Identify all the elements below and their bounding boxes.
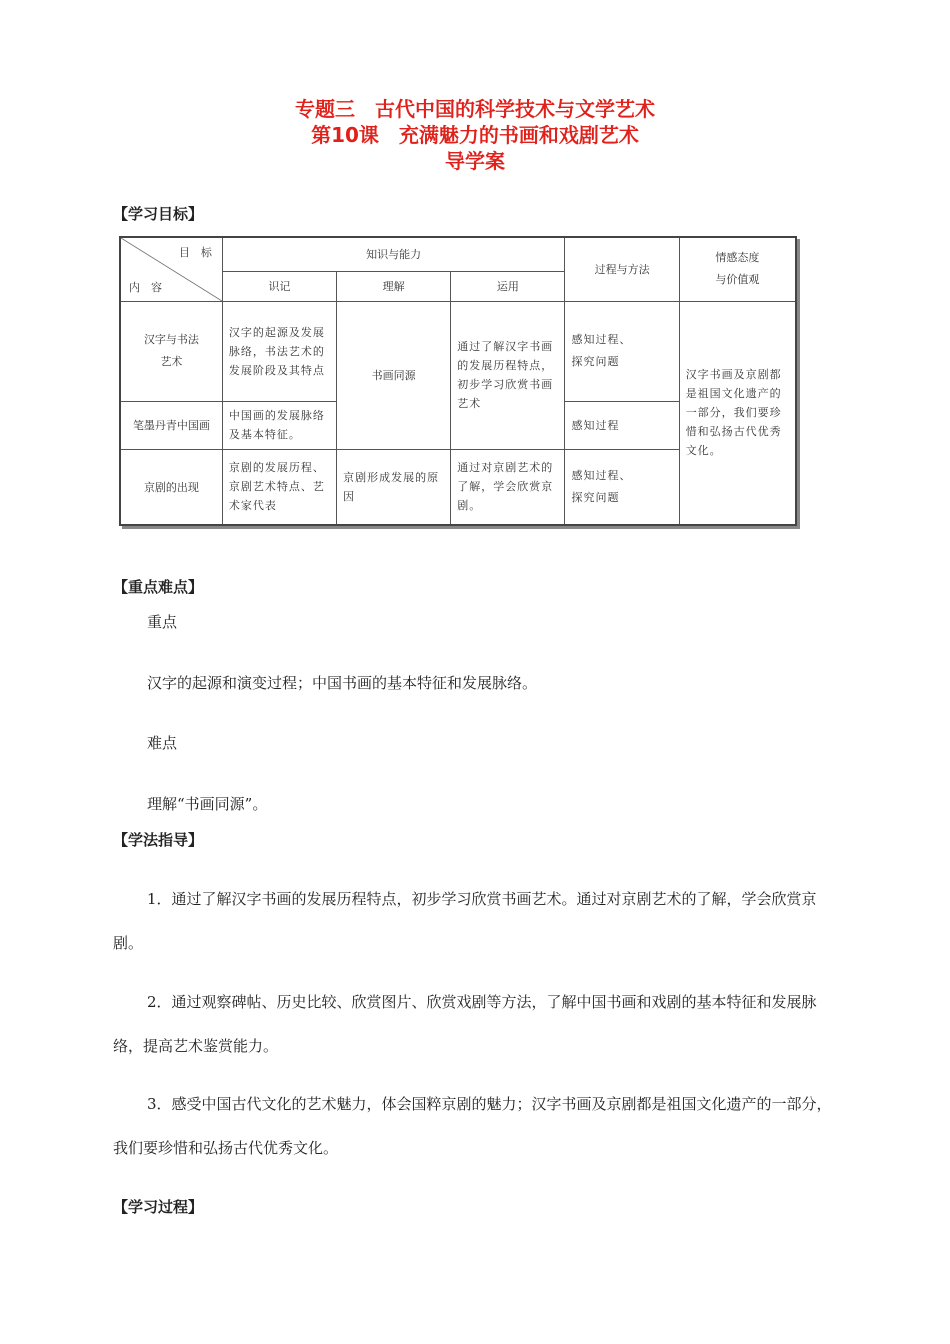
difficulty-label: 难点	[147, 734, 178, 752]
header-attitude-values: 情感态度 与价值观	[679, 237, 796, 301]
objectives-table	[119, 236, 797, 526]
guidance-item-3: 3．感受中国古代文化的艺术魅力，体会国粹京剧的魅力；汉字书画及京剧都是祖国文化遗产的一部分，我们要珍惜和弘扬古代优秀文化。	[113, 1095, 832, 1157]
header-remember: 识记	[222, 271, 336, 301]
header-understand: 理解	[337, 271, 451, 301]
section-heading-objectives: 【学习目标】	[113, 205, 204, 223]
merged-understand-cell: 书画同源	[337, 301, 451, 449]
row-remember-calligraphy: 汉字的起源及发展脉络，书法艺术的发展阶段及其特点	[222, 301, 336, 401]
doc-title-type: 导学案	[445, 149, 505, 173]
attitude-cell: 汉字书画及京剧都是祖国文化遗产的一部分，我们要珍惜和弘扬古代优秀文化。	[679, 301, 796, 525]
row-apply-opera: 通过对京剧艺术的了解，学会欣赏京剧。	[451, 449, 565, 525]
row-process-calligraphy: 感知过程、 探究问题	[565, 301, 679, 401]
row-content-opera: 京剧的出现	[120, 449, 222, 525]
doc-title-lesson: 第10课 充满魅力的书画和戏剧艺术	[311, 123, 639, 147]
table-corner-cell	[120, 237, 222, 301]
row-remember-opera: 京剧的发展历程、京剧艺术特点、艺术家代表	[222, 449, 336, 525]
row-content-painting: 笔墨丹青中国画	[120, 401, 222, 449]
row-process-opera: 感知过程、 探究问题	[565, 449, 679, 525]
header-apply: 运用	[451, 271, 565, 301]
guidance-item-2: 2．通过观察碑帖、历史比较、欣赏图片、欣赏戏剧等方法，了解中国书画和戏剧的基本特征和发展脉络，提高艺术鉴赏能力。	[113, 993, 817, 1055]
section-heading-process: 【学习过程】	[113, 1198, 204, 1216]
section-heading-method: 【学法指导】	[113, 831, 204, 849]
corner-label-goal: 目 标	[178, 246, 212, 259]
merged-apply-cell: 通过了解汉字书画的发展历程特点，初步学习欣赏书画艺术	[451, 301, 565, 449]
row-remember-painting: 中国画的发展脉络及基本特征。	[222, 401, 336, 449]
doc-title-topic: 专题三 古代中国的科学技术与文学艺术	[295, 97, 655, 121]
header-process-method: 过程与方法	[565, 237, 679, 301]
difficulty-text: 理解“书画同源”。	[147, 795, 268, 813]
row-process-painting: 感知过程	[565, 401, 679, 449]
row-content-calligraphy: 汉字与书法 艺术	[120, 301, 222, 401]
corner-label-content: 内 容	[129, 280, 162, 294]
key-point-label: 重点	[147, 613, 178, 631]
section-heading-key-points: 【重点难点】	[113, 578, 204, 596]
row-understand-opera: 京剧形成发展的原因	[337, 449, 451, 525]
key-point-text: 汉字的起源和演变过程；中国书画的基本特征和发展脉络。	[147, 674, 538, 692]
guidance-item-1: 1．通过了解汉字书画的发展历程特点，初步学习欣赏书画艺术。通过对京剧艺术的了解，学会欣赏京剧。	[113, 890, 817, 952]
header-knowledge-ability: 知识与能力	[222, 237, 565, 271]
